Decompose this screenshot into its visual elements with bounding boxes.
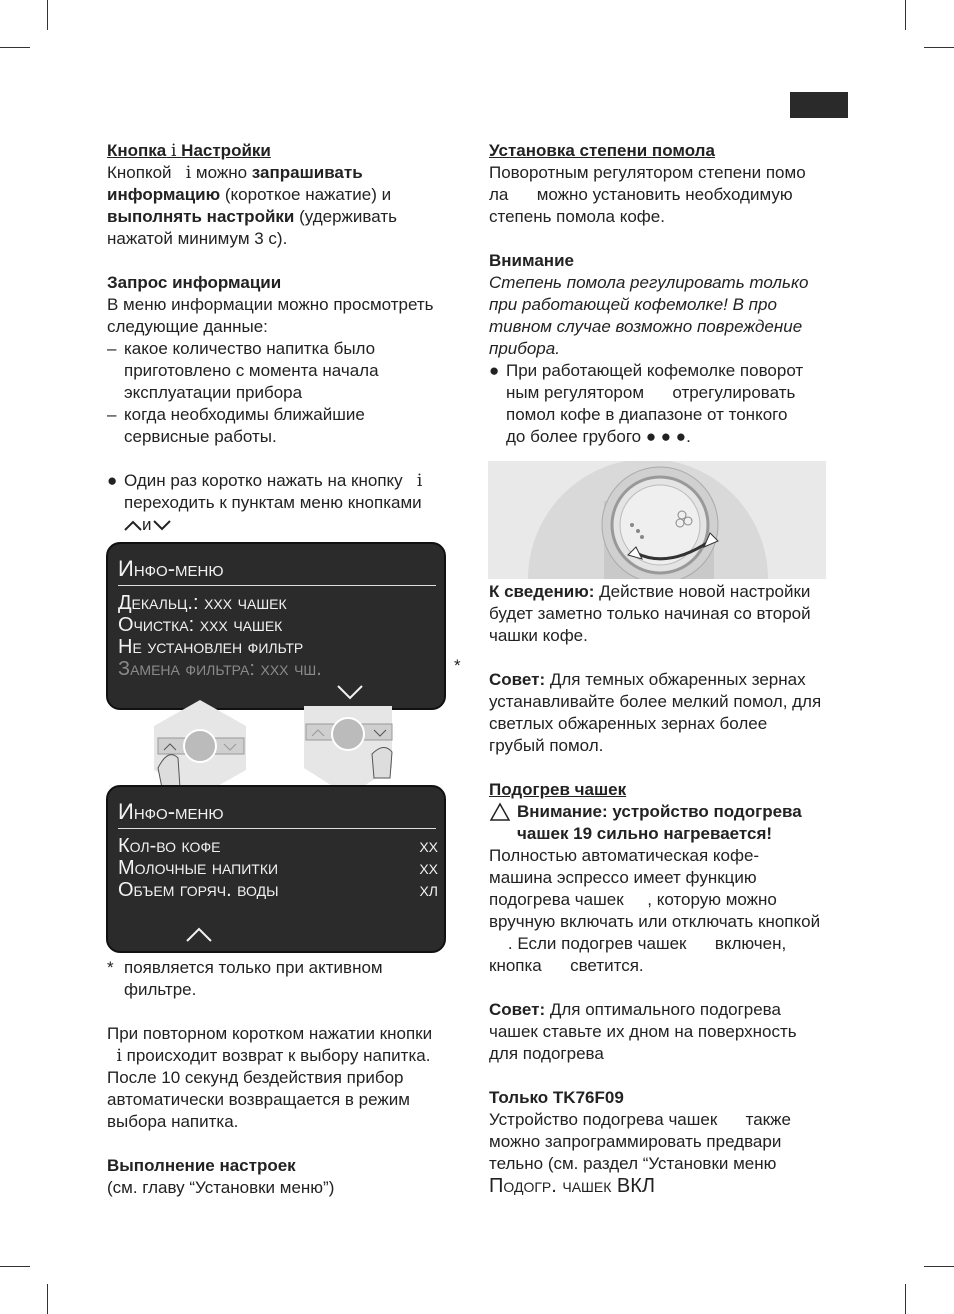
footnote: * появляется только при активном фильтре. — [107, 958, 383, 999]
left-column: Кнопка i Настройки Кнопкой i можно запрашивать информацию (короткое нажатие) и выполнять настройки (удерживать нажатой минимум 3 с). Запрос информации В меню информации можно просмотреть следующие данные: – какое количество напитка было приготовлено с момента начала эксплуатации прибора – когда необходимы ближайшие сервисные работы. ● Один раз коротко нажать на кнопку i переходить к пунктам меню кнопками и — [107, 140, 467, 536]
crop-mark — [47, 0, 48, 30]
right-column-bottom: К сведению: Действие новой настройки будет заметно только начиная со второй чашки кофе. Совет: Для темных обжаренных зернах устанавливайте более мелкий помол, для светлых обжаренных зернах более грубый помол. Подогрев чашек Внимание: устройство подогрева чашек 19 сильно нагревается! Полностью автоматическая кофе- машина эспрессо имеет функцию подогрева чашек , которую можно вручную включать или отключать кнопкой . Если подогрев чашек включен, кнопка светится. Совет: Для оптимального подогрева чашек ставьте их дном на поверхность для подогрева Только TK76F09 Устройство подогрева чашек также можно запрограммировать предвари тельно (см. раздел “Установки меню Подогр. чашек ВКЛ — [489, 581, 851, 1197]
warning-triangle-icon — [489, 802, 511, 822]
attention-heading: Внимание — [489, 251, 574, 270]
display-row: Очистка: ххх чашек — [118, 614, 283, 636]
warning-item: Внимание: устройство подогрева чашек 19 сильно нагревается! — [489, 801, 851, 845]
crop-mark — [924, 47, 954, 48]
info-menu-display — [106, 542, 446, 710]
chevron-up-icon — [185, 927, 213, 943]
cup-warmer-heading: Подогрев чашек — [489, 780, 627, 799]
display-title: Инфо-меню — [118, 799, 224, 824]
right-column: Установка степени помола Поворотным регулятором степени помо ла можно установить необходимую степень помола кофе. Внимание Степень помола регулировать только при работающей кофемолке! В про тивном случае возможно повреждение прибора. ● При работающей кофемолке поворот ным регулятором отрегулировать помол кофе в диапазоне от тонкого до более грубого ● ● ●. — [489, 140, 851, 448]
crop-mark — [905, 0, 906, 30]
crop-mark — [47, 1284, 48, 1314]
display-row: Кол-во кофе хх — [118, 835, 438, 857]
chevron-down-icon — [152, 519, 172, 531]
info-paragraph: Кнопкой i можно запрашивать — [107, 163, 363, 183]
list-item: ● Один раз коротко нажать на кнопку i переходить к пунктам меню кнопками и — [107, 471, 423, 534]
info-heading: Кнопка i Настройки — [107, 141, 271, 161]
grinder-dial-photo — [488, 461, 826, 579]
display-row: Объем горяч. воды хл — [118, 879, 438, 901]
crop-mark — [0, 1266, 30, 1267]
crop-mark — [924, 1266, 954, 1267]
crop-mark — [905, 1284, 906, 1314]
left-column-bottom: * появляется только при активном фильтре. При повторном коротком нажатии кнопки i происходит возврат к выбору напитка. После 10 секунд бездействия прибор автоматически возвращается в режим выбора напитка. Выполнение настроек (см. главу “Установки меню”) — [107, 957, 467, 1199]
chevron-up-icon — [124, 519, 142, 531]
list-item: – какое количество напитка было приготовлено с момента начала эксплуатации прибора — [107, 339, 379, 402]
query-heading: Запрос информации — [107, 273, 282, 292]
display-row: Замена фильтра: ххх чш. — [118, 658, 322, 680]
settings-heading: Выполнение настроек — [107, 1156, 296, 1175]
footnote-star: * — [454, 656, 461, 675]
display-row: Декальц.: ххх чашек — [118, 592, 287, 614]
only-heading: Только TK76F09 — [489, 1088, 624, 1107]
display-row: Молочные напитки хх — [118, 857, 438, 879]
display-title: Инфо-меню — [118, 556, 224, 581]
info-menu-display-2 — [106, 785, 446, 953]
crop-mark — [0, 47, 30, 48]
list-item: ● При работающей кофемолке поворот ным регулятором отрегулировать помол кофе в диапазоне от тонкого до более грубого ● ● ●. — [489, 361, 804, 446]
list-item: – когда необходимы ближайшие сервисные работы. — [107, 405, 365, 446]
button-press-illustration — [148, 698, 448, 798]
display-row: Не установлен фильтр — [118, 636, 304, 658]
grind-heading: Установка степени помола — [489, 141, 715, 160]
language-tab — [790, 92, 848, 118]
